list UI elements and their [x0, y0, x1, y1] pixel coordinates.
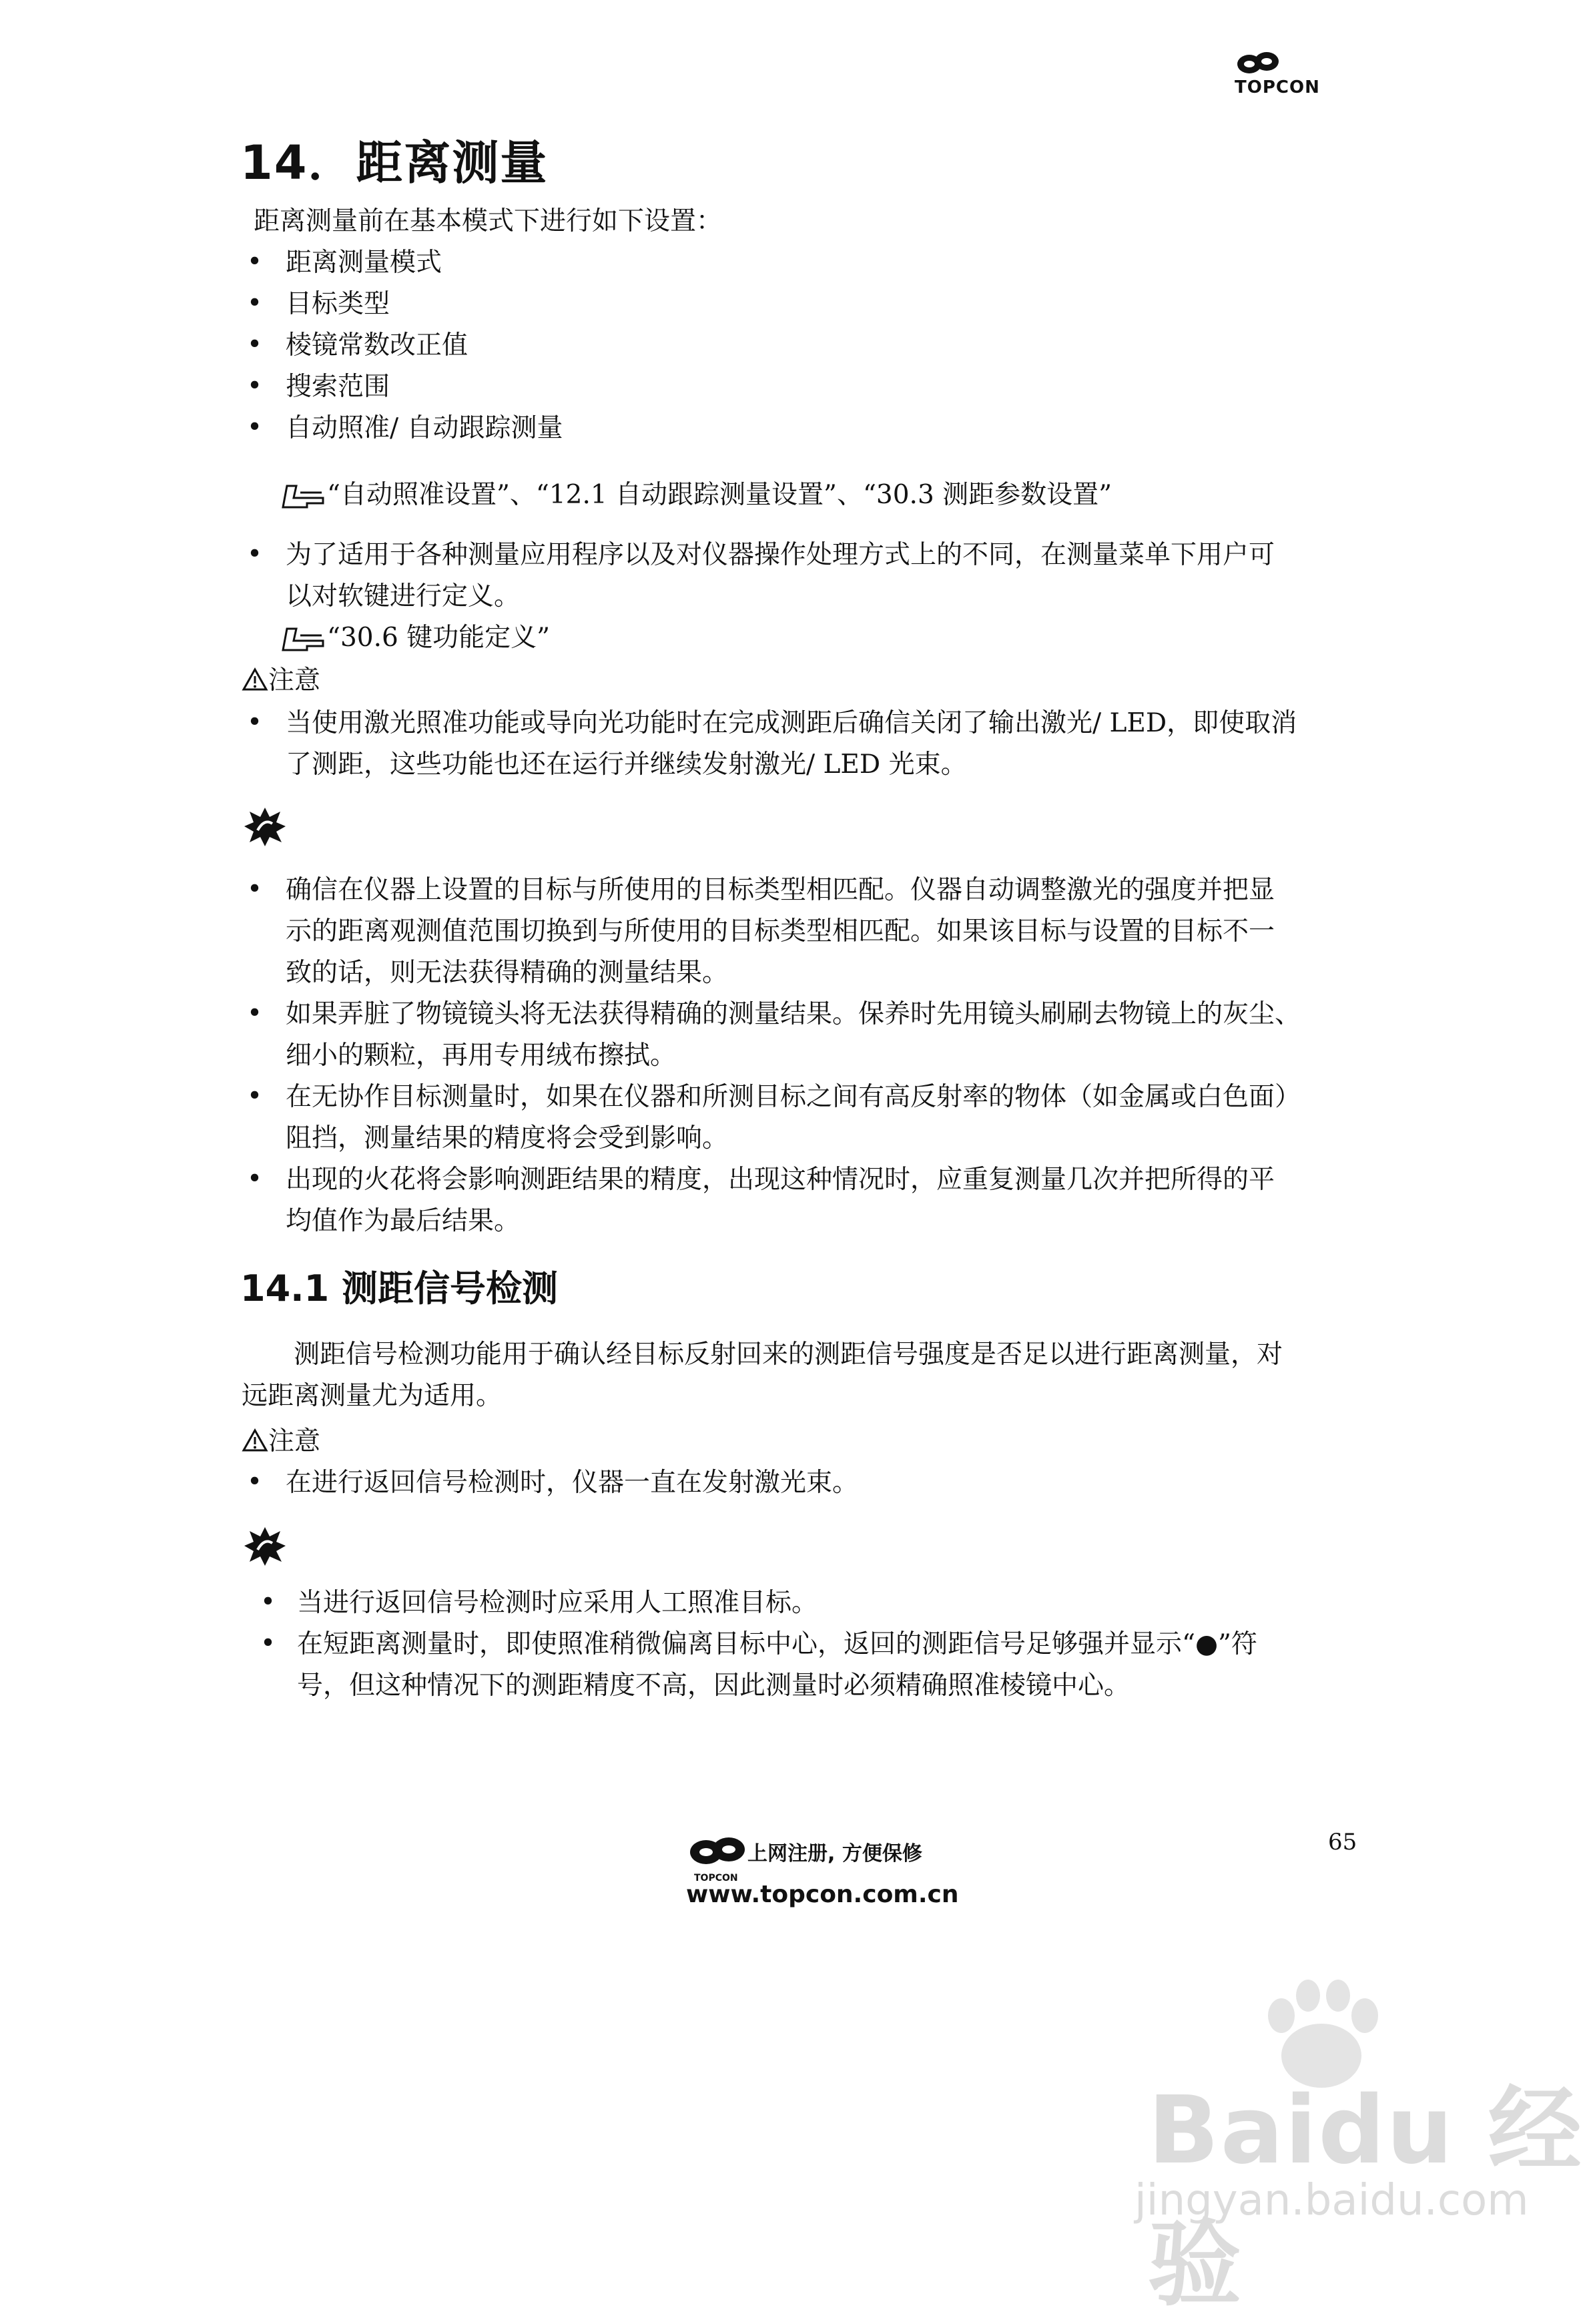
settings-item: 棱镜常数改正值	[286, 330, 468, 360]
warning-icon	[242, 667, 268, 691]
footer-logo	[687, 1832, 747, 1871]
bullet: •	[247, 539, 263, 569]
note-line: 致的话，则无法获得精确的测量结果。	[286, 958, 729, 988]
bullet: •	[247, 247, 263, 277]
note-line: 确信在仪器上设置的目标与所使用的目标类型相匹配。仪器自动调整激光的强度并把显	[286, 875, 1275, 905]
bullet: •	[247, 330, 263, 360]
caution-line: 当使用激光照准功能或导向光功能时在完成测距后确信关闭了输出激光/ LED，即使取消	[286, 708, 1297, 738]
bullet: •	[247, 1467, 263, 1497]
topcon-logo-icon	[687, 1832, 747, 1871]
bullet: •	[260, 1587, 276, 1617]
softkey-line: 以对软键进行定义。	[286, 581, 521, 611]
note-burst-icon	[243, 1526, 287, 1567]
reference-line	[280, 617, 550, 659]
bullet: •	[247, 1081, 263, 1111]
reference-line	[280, 474, 1112, 516]
bullet: •	[247, 707, 263, 738]
bullet: •	[260, 1629, 276, 1659]
page-title: 14．距离测量	[240, 135, 549, 190]
bullet: •	[247, 288, 263, 318]
topcon-logo	[1235, 48, 1368, 97]
footer-brand: TOPCON	[694, 1873, 738, 1883]
note-line: 在短距离测量时，即使照准稍微偏离目标中心，返回的测距信号足够强并显示“●”符	[297, 1629, 1257, 1659]
intro-text: 距离测量前在基本模式下进行如下设置：	[254, 206, 723, 236]
note-line: 在无协作目标测量时，如果在仪器和所测目标之间有高反射率的物体（如金属或白色面）	[286, 1082, 1301, 1112]
note-line: 当进行返回信号检测时应采用人工照准目标。	[297, 1588, 818, 1618]
note-line: 示的距离观测值范围切换到与所使用的目标类型相匹配。如果该目标与设置的目标不一	[286, 916, 1275, 946]
bullet: •	[247, 371, 263, 401]
note-burst-icon	[243, 806, 287, 848]
warning-icon	[242, 1428, 268, 1452]
watermark-main: Baidu 经验	[1148, 2076, 1583, 2319]
settings-item: 搜索范围	[286, 372, 390, 402]
note-line: 阻挡，测量结果的精度将会受到影响。	[286, 1123, 729, 1153]
note-line: 出现的火花将会影响测距结果的精度，出现这种情况时，应重复测量几次并把所得的平	[286, 1165, 1275, 1195]
footer-slogan: 上网注册, 方便保修	[747, 1842, 922, 1865]
topcon-logo-icon	[1235, 48, 1281, 77]
note-line: 如果弄脏了物镜镜头将无法获得精确的测量结果。保养时先用镜头刷刷去物镜上的灰尘、	[286, 999, 1301, 1029]
section-title: 14.1 测距信号检测	[240, 1267, 559, 1310]
section-intro-line: 远距离测量尤为适用。	[242, 1381, 503, 1411]
softkey-line: 为了适用于各种测量应用程序以及对仪器操作处理方式上的不同，在测量菜单下用户可	[286, 540, 1275, 570]
caution-heading	[242, 1420, 320, 1462]
caution-heading	[242, 659, 320, 701]
bullet: •	[247, 1164, 263, 1194]
caution-label: 注意	[268, 665, 321, 695]
reference-text[interactable]: “自动照准设置”、“12.1 自动跟踪测量设置”、“30.3 测距参数设置”	[327, 480, 1113, 510]
caution-line: 了测距，这些功能也还在运行并继续发射激光/ LED 光束。	[286, 750, 967, 780]
bullet: •	[247, 412, 263, 443]
section-intro-line: 测距信号检测功能用于确认经目标反射回来的测距信号强度是否足以进行距离测量，对	[294, 1340, 1283, 1370]
settings-item: 自动照准/ 自动跟踪测量	[286, 413, 563, 443]
reference-text[interactable]: “30.6 键功能定义”	[327, 623, 551, 653]
settings-item: 目标类型	[286, 289, 390, 319]
note-line: 细小的颗粒，再用专用绒布擦拭。	[286, 1041, 677, 1071]
settings-item: 距离测量模式	[286, 248, 442, 278]
pointing-hand-icon	[280, 483, 327, 510]
caution-label: 注意	[268, 1426, 321, 1456]
note-line: 号，但这种情况下的测距精度不高，因此测量时必须精确照准棱镜中心。	[297, 1671, 1131, 1701]
bullet: •	[247, 874, 263, 904]
page-number: 65	[1328, 1829, 1357, 1855]
bullet: •	[247, 998, 263, 1029]
note-line: 均值作为最后结果。	[286, 1206, 521, 1236]
pointing-hand-icon	[280, 626, 327, 653]
caution-line: 在进行返回信号检测时，仪器一直在发射激光束。	[286, 1468, 859, 1498]
watermark-sub: jingyan.baidu.com	[1135, 2176, 1529, 2225]
footer-url[interactable]: www.topcon.com.cn	[686, 1881, 959, 1908]
header-brand: TOPCON	[1235, 77, 1320, 97]
